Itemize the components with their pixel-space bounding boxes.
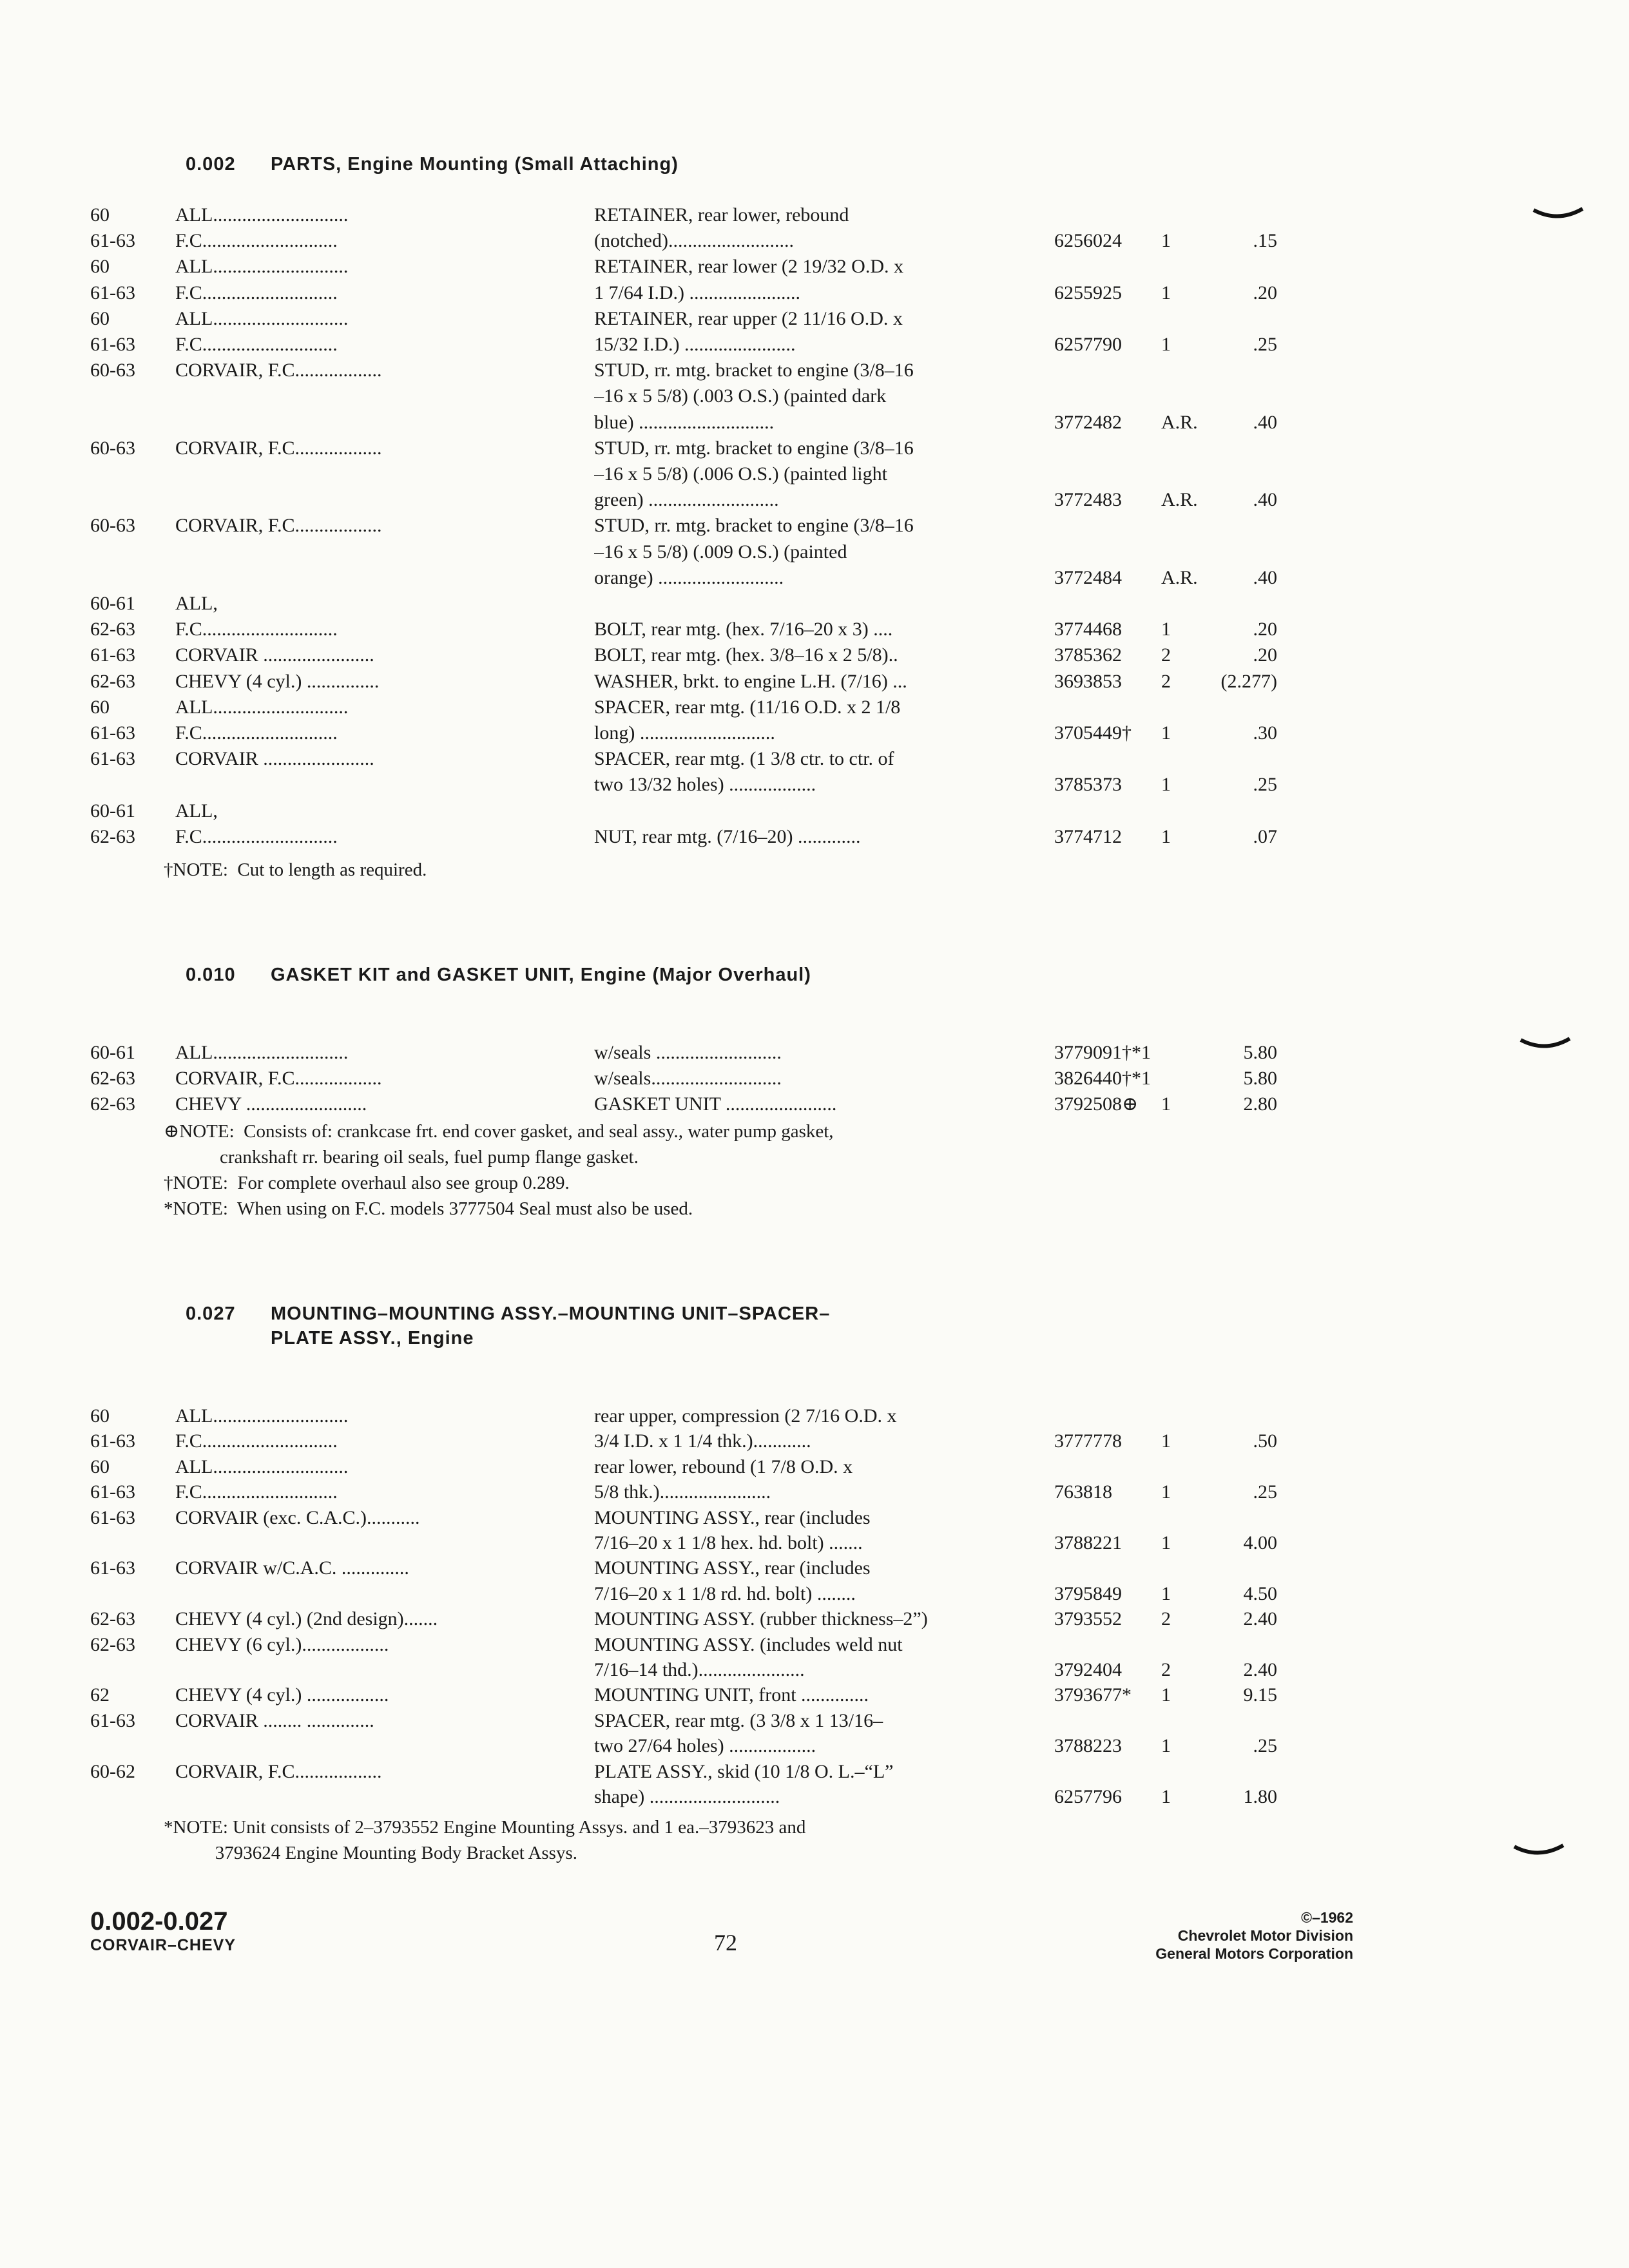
price-cell: .25 (1253, 1735, 1277, 1757)
model-cell: F.C............................ (175, 230, 338, 252)
quantity-cell: 2 (1161, 1608, 1171, 1630)
description-cell: RETAINER, rear lower (2 19/32 O.D. x (594, 256, 903, 278)
section-title: MOUNTING–MOUNTING ASSY.–MOUNTING UNIT–SPACER– PLATE ASSY., Engine (271, 1303, 831, 1349)
model-cell: CORVAIR ....................... (175, 748, 374, 770)
description-cell: rear upper, compression (2 7/16 O.D. x (594, 1405, 897, 1427)
description-cell: 7/16–20 x 1 1/8 rd. hd. bolt) ........ (594, 1582, 856, 1604)
parts-row (0, 228, 1629, 254)
description-cell: two 13/32 holes) .................. (594, 774, 816, 796)
description-cell: STUD, rr. mtg. bracket to engine (3/8–16 (594, 437, 914, 459)
section-number: 0.010 (186, 965, 236, 985)
price-cell: .20 (1253, 282, 1277, 303)
quantity-cell: A.R. (1161, 489, 1198, 511)
binder-hole-mark (1519, 1036, 1571, 1053)
description-cell: RETAINER, rear upper (2 11/16 O.D. x (594, 307, 903, 329)
parts-row (0, 1040, 1629, 1066)
year-cell: 60 (90, 696, 110, 718)
binder-hole-mark (1513, 1843, 1565, 1860)
part-number-cell: 3774712 (1054, 825, 1122, 847)
model-cell: ALL............................ (175, 1456, 349, 1477)
part-number-cell: 3772482 (1054, 411, 1122, 433)
year-cell: 61-63 (90, 1709, 135, 1731)
parts-row (0, 746, 1629, 772)
parts-row (0, 332, 1629, 358)
price-cell: .25 (1253, 774, 1277, 796)
description-cell: SPACER, rear mtg. (1 3/8 ctr. to ctr. of (594, 748, 894, 770)
model-cell: F.C............................ (175, 825, 338, 847)
description-cell: orange) .......................... (594, 566, 784, 588)
year-cell: 60-62 (90, 1760, 135, 1782)
model-cell: CORVAIR ....................... (175, 644, 374, 666)
description-cell: (notched).......................... (594, 230, 794, 252)
parts-row (0, 1632, 1629, 1658)
parts-row (0, 1733, 1629, 1759)
parts-row (0, 565, 1629, 591)
part-number-cell: 3772483 (1054, 489, 1122, 511)
year-cell: 60 (90, 204, 110, 226)
year-cell: 61-63 (90, 334, 135, 355)
section-heading (186, 963, 811, 987)
description-cell: GASKET UNIT ....................... (594, 1093, 837, 1115)
year-cell: 60-61 (90, 1042, 135, 1063)
price-cell: .25 (1253, 1481, 1277, 1503)
quantity-cell: 1 (1161, 722, 1171, 744)
group-range: 0.002-0.027 (90, 1907, 228, 1936)
part-number-cell: 3793552 (1054, 1608, 1122, 1630)
price-cell: 5.80 (1243, 1042, 1277, 1063)
part-number-cell: 763818 (1054, 1481, 1112, 1503)
parts-row (0, 1479, 1629, 1505)
parts-row (0, 720, 1629, 746)
quantity-cell: A.R. (1161, 411, 1198, 433)
model-cell: F.C............................ (175, 619, 338, 640)
model-cell: CHEVY (6 cyl.).................. (175, 1633, 389, 1655)
description-cell: SPACER, rear mtg. (3 3/8 x 1 13/16– (594, 1709, 883, 1731)
model-cell: CORVAIR, F.C.................. (175, 360, 382, 381)
model-cell: CHEVY (4 cyl.) (2nd design)....... (175, 1608, 438, 1630)
parts-row (0, 358, 1629, 383)
quantity-cell: 1 (1161, 619, 1171, 640)
model-cell: CHEVY (4 cyl.) ................. (175, 1684, 389, 1706)
part-number-cell: 3774468 (1054, 619, 1122, 640)
model-cell: F.C............................ (175, 334, 338, 355)
description-cell: STUD, rr. mtg. bracket to engine (3/8–16 (594, 515, 914, 537)
year-cell: 60-61 (90, 593, 135, 614)
part-number-cell: 3779091†*1 (1054, 1042, 1151, 1063)
parts-row (0, 436, 1629, 461)
year-cell: 61-63 (90, 1557, 135, 1579)
year-cell: 61-63 (90, 644, 135, 666)
price-cell: .50 (1253, 1430, 1277, 1452)
description-cell: MOUNTING ASSY., rear (includes (594, 1506, 871, 1528)
parts-row (0, 1091, 1629, 1117)
price-cell: 4.50 (1243, 1582, 1277, 1604)
model-cell: CHEVY (4 cyl.) ............... (175, 670, 380, 692)
part-number-cell: 3826440†*1 (1054, 1068, 1151, 1089)
description-cell: RETAINER, rear lower, rebound (594, 204, 849, 226)
binder-hole-mark (1532, 206, 1584, 223)
section-heading (186, 1302, 830, 1350)
price-cell: .30 (1253, 722, 1277, 744)
year-cell: 61-63 (90, 282, 135, 303)
price-cell: 1.80 (1243, 1786, 1277, 1807)
quantity-cell: 1 (1161, 825, 1171, 847)
quantity-cell: 2 (1161, 1659, 1171, 1680)
parts-row (0, 1428, 1629, 1454)
part-number-cell: 3705449† (1054, 722, 1132, 744)
description-cell: 1 7/64 I.D.) ....................... (594, 282, 800, 303)
price-cell: 9.15 (1243, 1684, 1277, 1706)
model-cell: F.C............................ (175, 722, 338, 744)
description-cell: w/seals........................... (594, 1068, 782, 1089)
description-cell: green) ........................... (594, 489, 779, 511)
description-cell: w/seals .......................... (594, 1042, 782, 1063)
quantity-cell: 1 (1161, 1684, 1171, 1706)
parts-row (0, 383, 1629, 409)
parts-row (0, 539, 1629, 565)
description-cell: BOLT, rear mtg. (hex. 3/8–16 x 2 5/8).. (594, 644, 898, 666)
model-cell: ALL............................ (175, 307, 349, 329)
part-number-cell: 3793677* (1054, 1684, 1132, 1706)
series-label: CORVAIR–CHEVY (90, 1936, 236, 1954)
quantity-cell: 1 (1161, 1430, 1171, 1452)
model-cell: CORVAIR, F.C.................. (175, 1068, 382, 1089)
price-cell: 4.00 (1243, 1532, 1277, 1553)
parts-row (0, 772, 1629, 798)
description-cell: NUT, rear mtg. (7/16–20) ............. (594, 825, 861, 847)
parts-row (0, 798, 1629, 824)
model-cell: CORVAIR, F.C.................. (175, 515, 382, 537)
parts-row (0, 1066, 1629, 1091)
part-number-cell: 3777778 (1054, 1430, 1122, 1452)
year-cell: 60-63 (90, 437, 135, 459)
description-cell: –16 x 5 5/8) (.003 O.S.) (painted dark (594, 385, 887, 407)
year-cell: 62-63 (90, 825, 135, 847)
parts-row (0, 1555, 1629, 1581)
description-cell: –16 x 5 5/8) (.006 O.S.) (painted light (594, 463, 887, 485)
quantity-cell: 1 (1161, 1582, 1171, 1604)
corporation: General Motors Corporation (1155, 1945, 1353, 1962)
parts-row (0, 487, 1629, 513)
model-cell: CORVAIR, F.C.................. (175, 1760, 382, 1782)
price-cell: 5.80 (1243, 1068, 1277, 1089)
parts-row (0, 1784, 1629, 1810)
model-cell: CHEVY ......................... (175, 1093, 367, 1115)
price-cell: 2.80 (1243, 1093, 1277, 1115)
year-cell: 60 (90, 1456, 110, 1477)
model-cell: ALL............................ (175, 696, 349, 718)
model-cell: F.C............................ (175, 1481, 338, 1503)
description-cell: long) ............................ (594, 722, 775, 744)
parts-row (0, 306, 1629, 332)
year-cell: 62-63 (90, 619, 135, 640)
quantity-cell: 1 (1161, 1532, 1171, 1553)
part-number-cell: 3788223 (1054, 1735, 1122, 1757)
description-cell: SPACER, rear mtg. (11/16 O.D. x 2 1/8 (594, 696, 901, 718)
quantity-cell: 1 (1161, 774, 1171, 796)
part-number-cell: 6256024 (1054, 230, 1122, 252)
year-cell: 62-63 (90, 1068, 135, 1089)
note: *NOTE: When using on F.C. models 3777504 Seal must also be used. (164, 1198, 693, 1219)
parts-row (0, 1581, 1629, 1607)
year-cell: 60 (90, 307, 110, 329)
year-cell: 60 (90, 256, 110, 278)
parts-row (0, 410, 1629, 436)
model-cell: CORVAIR (exc. C.A.C.)........... (175, 1506, 420, 1528)
description-cell: 15/32 I.D.) ....................... (594, 334, 796, 355)
part-number-cell: 3788221 (1054, 1532, 1122, 1553)
price-cell: .15 (1253, 230, 1277, 252)
quantity-cell: 1 (1161, 334, 1171, 355)
price-cell: 2.40 (1243, 1608, 1277, 1630)
model-cell: ALL............................ (175, 256, 349, 278)
description-cell: WASHER, brkt. to engine L.H. (7/16) ... (594, 670, 907, 692)
year-cell: 61-63 (90, 722, 135, 744)
model-cell: F.C............................ (175, 282, 338, 303)
parts-row (0, 1505, 1629, 1531)
description-cell: 7/16–14 thd.)...................... (594, 1659, 805, 1680)
price-cell: .40 (1253, 566, 1277, 588)
description-cell: MOUNTING ASSY. (rubber thickness–2”) (594, 1608, 928, 1630)
parts-row (0, 1682, 1629, 1708)
parts-row (0, 695, 1629, 720)
model-cell: ALL, (175, 800, 218, 822)
note: †NOTE: Cut to length as required. (164, 860, 427, 880)
description-cell: MOUNTING UNIT, front .............. (594, 1684, 869, 1706)
year-cell: 62-63 (90, 1633, 135, 1655)
price-cell: .25 (1253, 334, 1277, 355)
quantity-cell: 2 (1161, 644, 1171, 666)
part-number-cell: 3792404 (1054, 1659, 1122, 1680)
part-number-cell: 3693853 (1054, 670, 1122, 692)
parts-row (0, 1606, 1629, 1632)
description-cell: rear lower, rebound (1 7/8 O.D. x (594, 1456, 853, 1477)
section-heading (186, 152, 679, 177)
part-number-cell: 6257790 (1054, 334, 1122, 355)
copyright: ©–1962 (1301, 1909, 1353, 1926)
footer-group-label (90, 1907, 236, 1955)
parts-row (0, 280, 1629, 306)
description-cell: 3/4 I.D. x 1 1/4 thk.)............ (594, 1430, 811, 1452)
part-number-cell: 6255925 (1054, 282, 1122, 303)
part-number-cell: 3792508⊕ (1054, 1093, 1139, 1115)
note: ⊕NOTE: Consists of: crankcase frt. end cover gasket, and seal assy., water pump gasket, crankshaft rr. bearing oil seals, fuel pump flange gasket. (164, 1121, 834, 1168)
parts-row (0, 1657, 1629, 1683)
year-cell: 62-63 (90, 1093, 135, 1115)
price-cell: .20 (1253, 644, 1277, 666)
model-cell: ALL............................ (175, 204, 349, 226)
parts-row (0, 1708, 1629, 1734)
description-cell: 7/16–20 x 1 1/8 hex. hd. bolt) ....... (594, 1532, 863, 1553)
year-cell: 60-61 (90, 800, 135, 822)
note: †NOTE: For complete overhaul also see group 0.289. (164, 1173, 570, 1193)
price-cell: .40 (1253, 489, 1277, 511)
page-number: 72 (714, 1930, 737, 1956)
quantity-cell: 1 (1161, 1481, 1171, 1503)
model-cell: CORVAIR w/C.A.C. .............. (175, 1557, 409, 1579)
price-cell: .40 (1253, 411, 1277, 433)
year-cell: 61-63 (90, 748, 135, 770)
parts-row (0, 824, 1629, 850)
section-title: PARTS, Engine Mounting (Small Attaching) (271, 154, 679, 175)
price-cell: (2.277) (1220, 670, 1277, 692)
parts-row (0, 642, 1629, 668)
publisher-block (1063, 1908, 1353, 1963)
price-cell: .20 (1253, 619, 1277, 640)
description-cell: shape) ........................... (594, 1786, 780, 1807)
year-cell: 60-63 (90, 515, 135, 537)
quantity-cell: A.R. (1161, 566, 1198, 588)
division: Chevrolet Motor Division (1177, 1927, 1353, 1944)
parts-row (0, 1530, 1629, 1556)
parts-row (0, 617, 1629, 642)
year-cell: 61-63 (90, 230, 135, 252)
description-cell: blue) ............................ (594, 411, 775, 433)
price-cell: 2.40 (1243, 1659, 1277, 1680)
note: *NOTE: Unit consists of 2–3793552 Engine Mounting Assys. and 1 ea.–3793623 and 3793624 Engine Mounting Body Bracket Assys. (164, 1817, 806, 1863)
description-cell: PLATE ASSY., skid (10 1/8 O. L.–“L” (594, 1760, 894, 1782)
parts-row (0, 669, 1629, 695)
description-cell: BOLT, rear mtg. (hex. 7/16–20 x 3) .... (594, 619, 893, 640)
year-cell: 61-63 (90, 1430, 135, 1452)
year-cell: 62 (90, 1684, 110, 1706)
model-cell: ALL............................ (175, 1042, 349, 1063)
section-number: 0.027 (186, 1303, 236, 1324)
parts-row (0, 202, 1629, 228)
year-cell: 60-63 (90, 360, 135, 381)
year-cell: 61-63 (90, 1481, 135, 1503)
model-cell: CORVAIR ........ .............. (175, 1709, 374, 1731)
model-cell: F.C............................ (175, 1430, 338, 1452)
quantity-cell: 1 (1161, 1093, 1171, 1115)
description-cell: two 27/64 holes) .................. (594, 1735, 816, 1757)
year-cell: 61-63 (90, 1506, 135, 1528)
quantity-cell: 2 (1161, 670, 1171, 692)
parts-row (0, 254, 1629, 280)
model-cell: ALL............................ (175, 1405, 349, 1427)
part-number-cell: 3772484 (1054, 566, 1122, 588)
description-cell: MOUNTING ASSY. (includes weld nut (594, 1633, 903, 1655)
quantity-cell: 1 (1161, 1735, 1171, 1757)
quantity-cell: 1 (1161, 1786, 1171, 1807)
description-cell: MOUNTING ASSY., rear (includes (594, 1557, 871, 1579)
description-cell: –16 x 5 5/8) (.009 O.S.) (painted (594, 541, 847, 562)
parts-row (0, 513, 1629, 539)
description-cell: STUD, rr. mtg. bracket to engine (3/8–16 (594, 360, 914, 381)
parts-row (0, 461, 1629, 487)
description-cell: 5/8 thk.)....................... (594, 1481, 771, 1503)
year-cell: 60 (90, 1405, 110, 1427)
quantity-cell: 1 (1161, 282, 1171, 303)
parts-row (0, 1403, 1629, 1429)
parts-row (0, 1759, 1629, 1785)
part-number-cell: 3795849 (1054, 1582, 1122, 1604)
section-title: GASKET KIT and GASKET UNIT, Engine (Major Overhaul) (271, 965, 811, 985)
model-cell: CORVAIR, F.C.................. (175, 437, 382, 459)
parts-row (0, 1454, 1629, 1480)
part-number-cell: 3785373 (1054, 774, 1122, 796)
price-cell: .07 (1253, 825, 1277, 847)
parts-row (0, 591, 1629, 617)
model-cell: ALL, (175, 593, 218, 614)
year-cell: 62-63 (90, 1608, 135, 1630)
section-number: 0.002 (186, 154, 236, 175)
quantity-cell: 1 (1161, 230, 1171, 252)
part-number-cell: 3785362 (1054, 644, 1122, 666)
part-number-cell: 6257796 (1054, 1786, 1122, 1807)
year-cell: 62-63 (90, 670, 135, 692)
